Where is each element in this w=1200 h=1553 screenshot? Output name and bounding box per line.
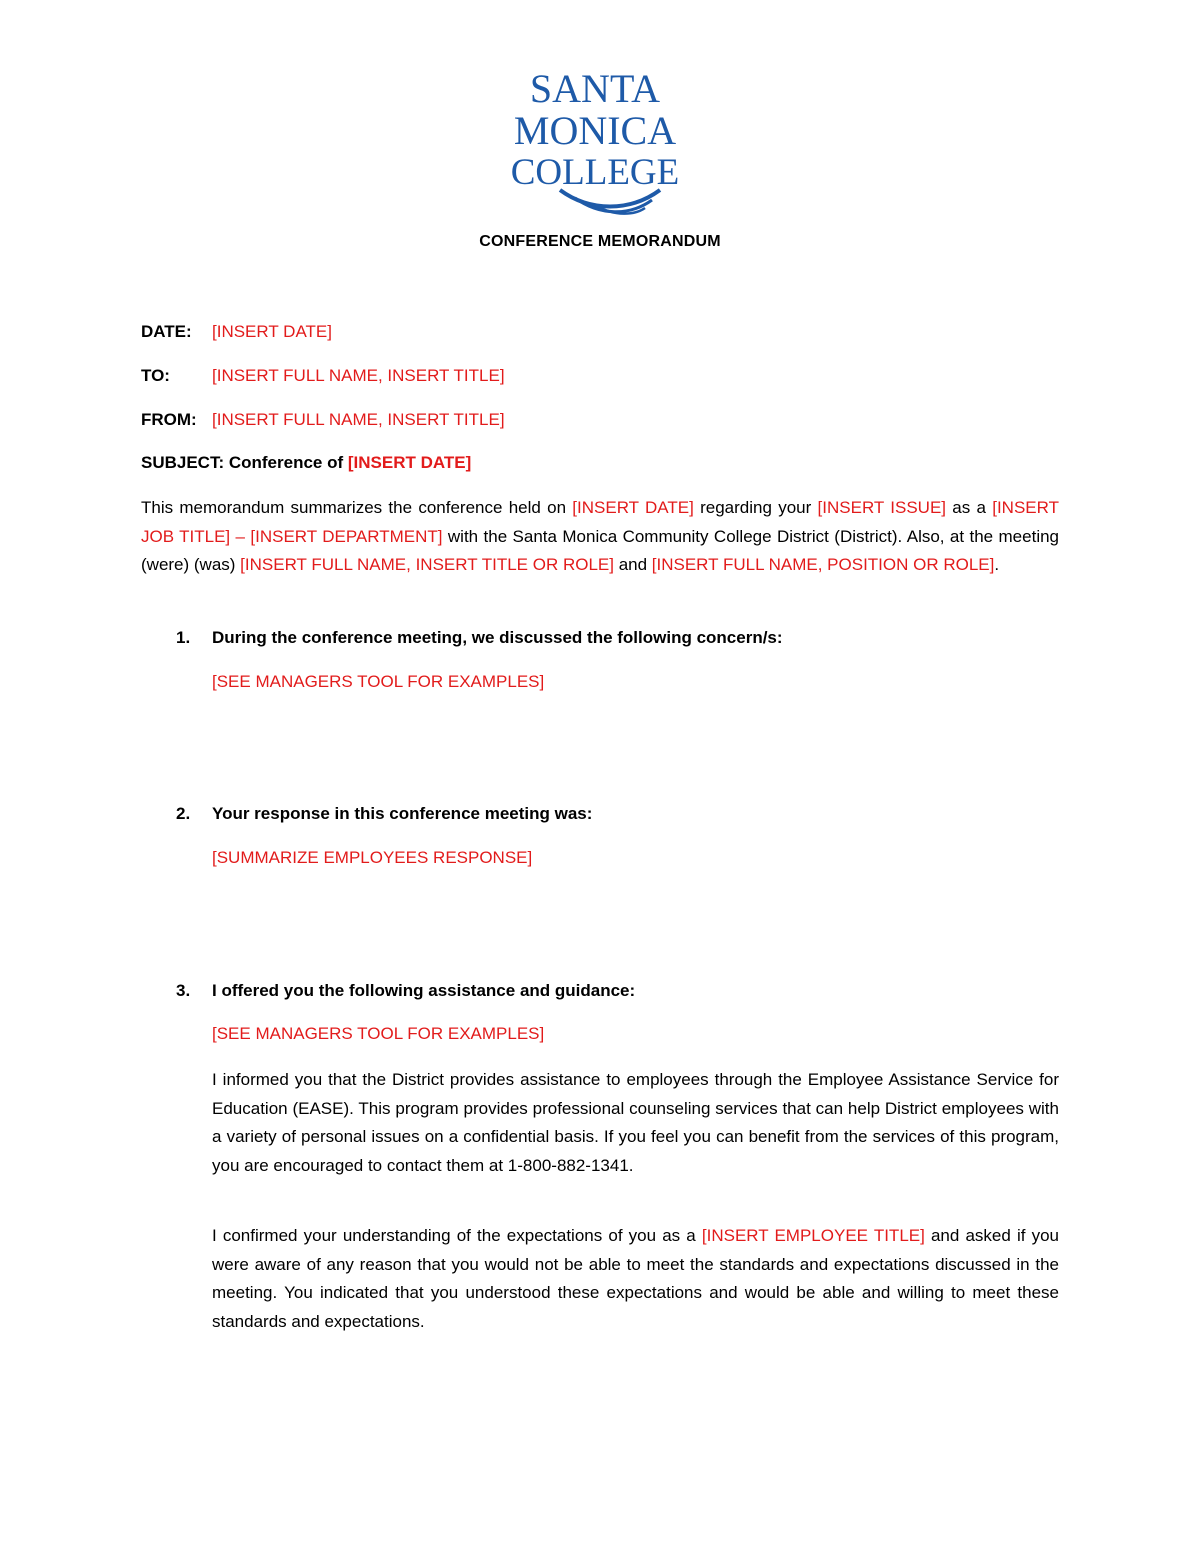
- item-heading: I offered you the following assistance and guidance:: [212, 981, 636, 1000]
- item-placeholder: [SEE MANAGERS TOOL FOR EXAMPLES]: [212, 672, 545, 691]
- to-value: [INSERT FULL NAME, INSERT TITLE]: [212, 366, 505, 385]
- item-number: 1.: [176, 628, 191, 647]
- intro-text: regarding your: [693, 498, 818, 517]
- from-label: FROM:: [141, 410, 197, 429]
- subject-line: [141, 453, 471, 473]
- from-line: [141, 410, 505, 430]
- intro-paragraph: [141, 494, 1059, 580]
- intro-placeholder: [INSERT FULL NAME, INSERT TITLE OR ROLE]: [240, 555, 614, 574]
- intro-text: .: [994, 555, 1000, 574]
- intro-placeholder: [INSERT ISSUE]: [817, 498, 947, 517]
- closing-placeholder: [INSERT EMPLOYEE TITLE]: [701, 1226, 925, 1245]
- logo-line-2: MONICA: [513, 108, 677, 153]
- item-heading: During the conference meeting, we discussed the following concern/s:: [212, 628, 783, 647]
- date-line: [141, 322, 332, 342]
- closing-text: and asked if you were aware of any reason that you would not be able to meet the standards and expectations discussed in the meeting. You indicated that you understood these expectations and would be able and willing to meet these standards and expectations.: [212, 1226, 1060, 1331]
- intro-placeholder: [INSERT JOB TITLE] – [INSERT DEPARTMENT]: [141, 498, 1059, 546]
- item-placeholder: [SUMMARIZE EMPLOYEES RESPONSE]: [212, 848, 533, 867]
- from-value: [INSERT FULL NAME, INSERT TITLE]: [212, 410, 505, 429]
- to-line: [141, 366, 505, 386]
- ease-paragraph: I informed you that the District provides assistance to employees through the Employee Assistance Service for Education (EASE). This program provides professional counseling services that can help District employees with a variety of personal issues on a confidential basis. If you feel you can benefit from the services of this program, you are encouraged to contact them at 1-800-882-1341.: [212, 1070, 1059, 1175]
- intro-placeholder: [INSERT FULL NAME, POSITION OR ROLE]: [651, 555, 995, 574]
- date-label: DATE:: [141, 322, 192, 341]
- item-heading: Your response in this conference meeting was:: [212, 804, 593, 823]
- date-value: [INSERT DATE]: [212, 322, 332, 341]
- item-number: 3.: [176, 981, 191, 1000]
- intro-text: This memorandum summarizes the conference held on: [141, 498, 573, 517]
- subject-value: [INSERT DATE]: [347, 453, 472, 472]
- santa-monica-college-logo: [500, 62, 690, 217]
- intro-text: and: [613, 555, 652, 574]
- item-placeholder: [SEE MANAGERS TOOL FOR EXAMPLES]: [212, 1024, 545, 1043]
- memo-title: CONFERENCE MEMORANDUM: [479, 233, 721, 250]
- item-number: 2.: [176, 804, 191, 823]
- to-label: TO:: [141, 366, 170, 385]
- logo-line-3: COLLEGE: [510, 152, 680, 193]
- intro-placeholder: [INSERT DATE]: [572, 498, 694, 517]
- intro-text: with the Santa Monica Community College District (District). Also, at the meeting (were) (was): [141, 526, 1060, 574]
- closing-text: I confirmed your understanding of the expectations of you as a: [212, 1226, 702, 1245]
- closing-paragraph: [212, 1222, 1059, 1336]
- logo-line-1: SANTA: [529, 66, 661, 111]
- subject-label: SUBJECT: Conference of: [141, 453, 344, 472]
- intro-text: as a: [946, 498, 993, 517]
